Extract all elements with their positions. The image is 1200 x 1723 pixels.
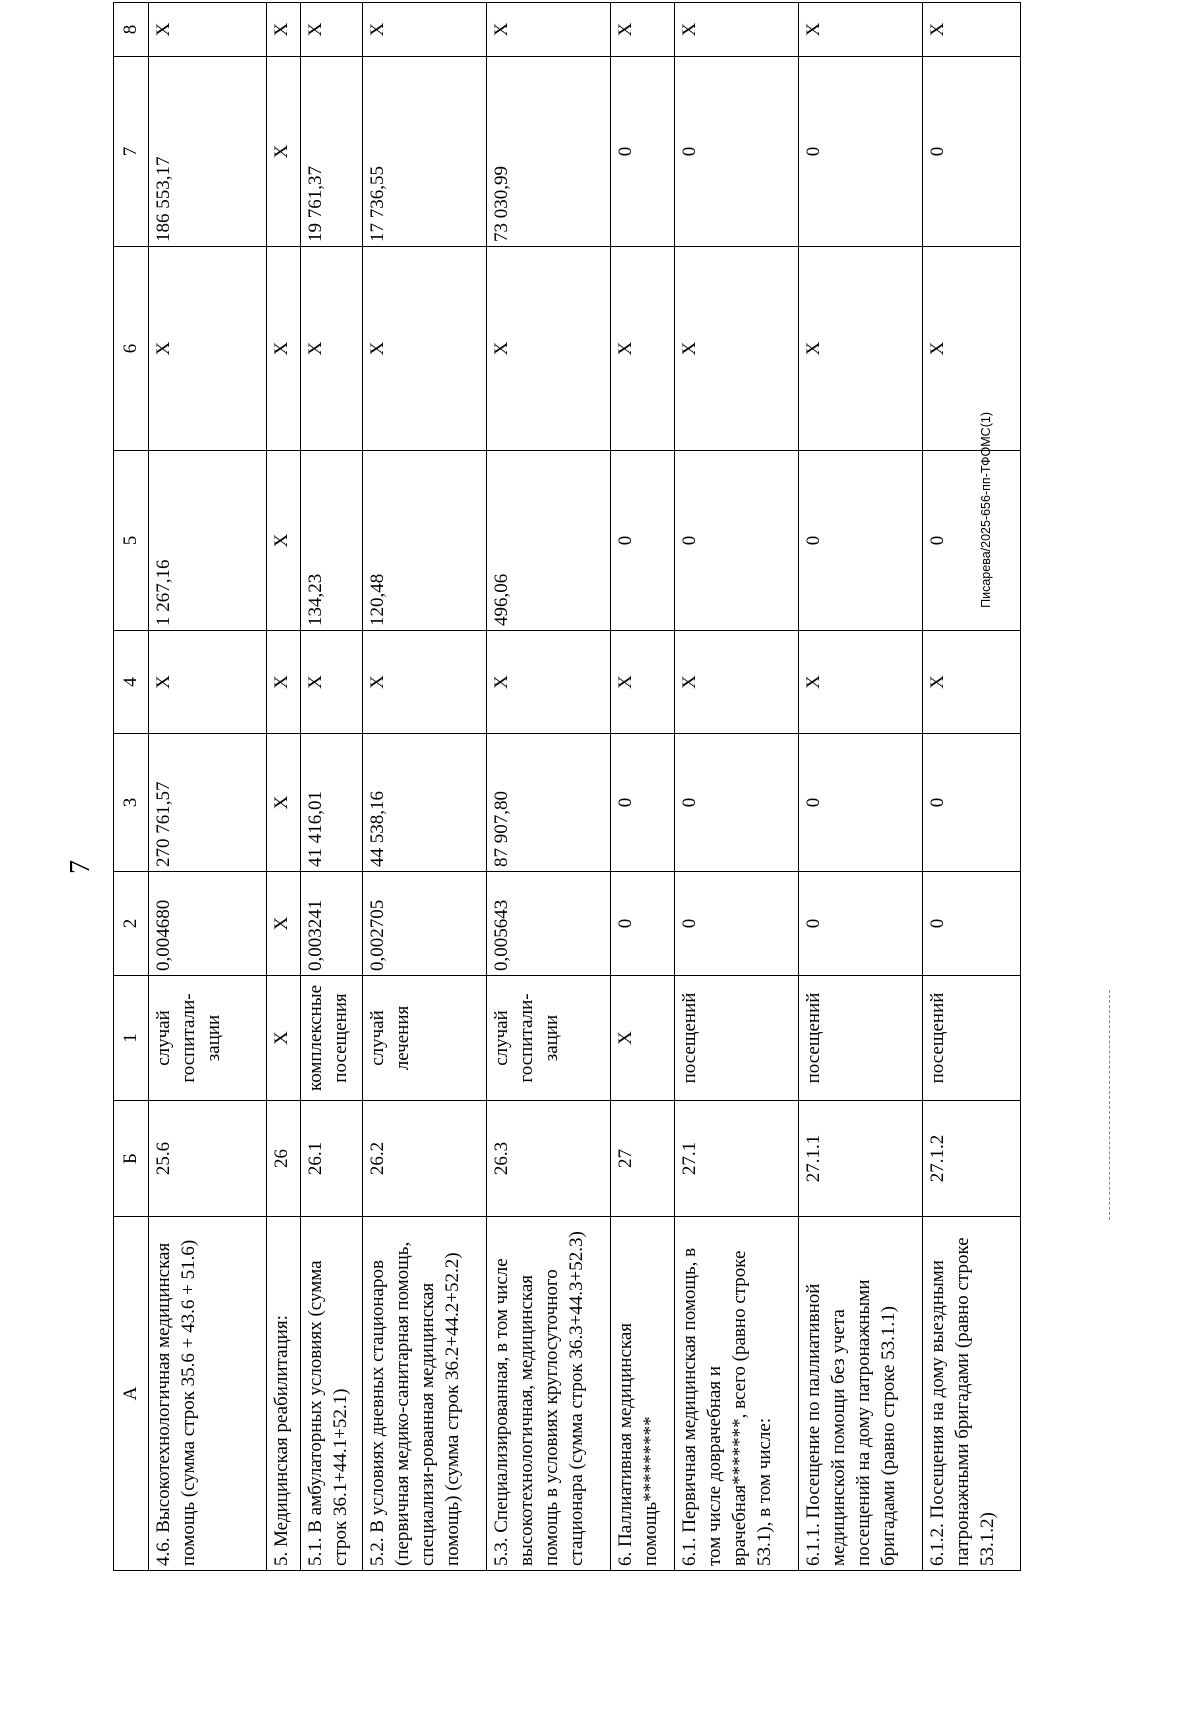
- table-row: [363, 3, 487, 1571]
- table-cell: 0: [923, 57, 1021, 247]
- row-label-cell: 5.3. Специализированная, в том числе высокотехнологичная, медицинская помощь в условиях круглосуточного стационара (сумма строк 36.3+44.3+52.3): [487, 1217, 611, 1571]
- table-cell: 27.1: [675, 1101, 799, 1217]
- row-label-cell: 5.2. В условиях дневных стационаров (первичная медико-санитарная помощь, специализи-рованная медицинская помощь) (сумма строк 36.2+44.2+52.2): [363, 1217, 487, 1571]
- table-row: [799, 3, 923, 1571]
- table-cell: 0: [611, 872, 675, 976]
- table-cell: 0: [611, 734, 675, 872]
- table-cell: 17 736,55: [363, 57, 487, 247]
- header-cell: 8: [114, 3, 149, 57]
- table-cell: 26.1: [301, 1101, 363, 1217]
- table-cell: 0: [923, 872, 1021, 976]
- table-cell: 120,48: [363, 451, 487, 631]
- table-cell: 270 761,57: [149, 734, 267, 872]
- table-cell: X: [487, 247, 611, 451]
- table-cell: X: [149, 247, 267, 451]
- table-cell: X: [611, 3, 675, 57]
- table-cell: X: [675, 3, 799, 57]
- table-row: [675, 3, 799, 1571]
- row-label-cell: 6.1.1. Посещение по паллиативной медицинской помощи без учета посещений на дому патронажными бригадами (равно строке 53.1.1): [799, 1217, 923, 1571]
- row-label-cell: 4.6. Высокотехнологичная медицинская помощь (сумма строк 35.6 + 43.6 + 51.6): [149, 1217, 267, 1571]
- table-cell: X: [611, 631, 675, 734]
- table-cell: X: [675, 247, 799, 451]
- table-cell: X: [149, 631, 267, 734]
- table-cell: 0,002705: [363, 872, 487, 976]
- table-cell: 0: [675, 451, 799, 631]
- table-cell: X: [267, 57, 301, 247]
- table-cell: 0: [611, 451, 675, 631]
- table-cell: X: [267, 976, 301, 1101]
- table-cell: 19 761,37: [301, 57, 363, 247]
- table-cell: 0: [799, 451, 923, 631]
- row-label-cell: 5. Медицинская реабилитация:: [267, 1217, 301, 1571]
- table-cell: X: [487, 3, 611, 57]
- table-cell: 186 553,17: [149, 57, 267, 247]
- table-cell: X: [149, 3, 267, 57]
- header-cell: 3: [114, 734, 149, 872]
- page-number: 7: [65, 860, 96, 874]
- table-cell: 26.3: [487, 1101, 611, 1217]
- header-cell: 5: [114, 451, 149, 631]
- header-cell: 1: [114, 976, 149, 1101]
- header-row: [114, 3, 149, 1571]
- table-cell: X: [799, 631, 923, 734]
- table-cell: X: [267, 3, 301, 57]
- table-cell: 26.2: [363, 1101, 487, 1217]
- table-cell: X: [799, 3, 923, 57]
- table-cell: 0: [675, 872, 799, 976]
- table-cell: комплексные посещения: [301, 976, 363, 1101]
- header-cell: А: [114, 1217, 149, 1571]
- header-cell: 6: [114, 247, 149, 451]
- table-cell: X: [267, 247, 301, 451]
- table-cell: 26: [267, 1101, 301, 1217]
- table-cell: X: [923, 631, 1021, 734]
- table-cell: X: [301, 247, 363, 451]
- table-cell: 0: [799, 872, 923, 976]
- table-cell: 27: [611, 1101, 675, 1217]
- table-cell: 73 030,99: [487, 57, 611, 247]
- table-cell: 0: [675, 734, 799, 872]
- table-cell: 27.1.1: [799, 1101, 923, 1217]
- data-table: [113, 2, 1021, 1571]
- table-cell: X: [611, 247, 675, 451]
- table-cell: X: [267, 872, 301, 976]
- footer-document-id: Писарева/2025-656-пп-ТФОМС(1): [979, 412, 993, 608]
- table-cell: случай госпитали-зации: [149, 976, 267, 1101]
- table-cell: 134,23: [301, 451, 363, 631]
- table-cell: случай госпитали-зации: [487, 976, 611, 1101]
- table-cell: 0: [923, 734, 1021, 872]
- table-cell: 0: [675, 57, 799, 247]
- header-cell: 2: [114, 872, 149, 976]
- footer-divider: [1109, 990, 1111, 1220]
- header-cell: 7: [114, 57, 149, 247]
- table-cell: X: [675, 631, 799, 734]
- table-cell: 44 538,16: [363, 734, 487, 872]
- table-cell: посещений: [675, 976, 799, 1101]
- row-label-cell: 6.1.2. Посещения на дому выездными патронажными бригадами (равно строке 53.1.2): [923, 1217, 1021, 1571]
- table-row: [267, 3, 301, 1571]
- table-cell: X: [301, 3, 363, 57]
- table-cell: X: [363, 247, 487, 451]
- table-cell: X: [301, 631, 363, 734]
- table-row: [611, 3, 675, 1571]
- table-cell: посещений: [799, 976, 923, 1101]
- table-row: [487, 3, 611, 1571]
- table-cell: 27.1.2: [923, 1101, 1021, 1217]
- table-cell: 0: [611, 57, 675, 247]
- table-cell: X: [923, 247, 1021, 451]
- table-cell: X: [363, 3, 487, 57]
- table-cell: 0: [923, 451, 1021, 631]
- row-label-cell: 6.1. Первичная медицинская помощь, в том числе доврачебная и врачебная*******, всего (равно строке 53.1), в том числе:: [675, 1217, 799, 1571]
- table-cell: X: [363, 631, 487, 734]
- table-cell: X: [799, 247, 923, 451]
- table-cell: 1 267,16: [149, 451, 267, 631]
- table-cell: X: [487, 631, 611, 734]
- table-cell: X: [267, 631, 301, 734]
- table-cell: 496,06: [487, 451, 611, 631]
- table-cell: 0: [799, 57, 923, 247]
- row-label-cell: 6. Паллиативная медицинская помощь*********: [611, 1217, 675, 1571]
- table-cell: X: [267, 451, 301, 631]
- row-label-cell: 5.1. В амбулаторных условиях (сумма строк 36.1+44.1+52.1): [301, 1217, 363, 1571]
- table-cell: 0,005643: [487, 872, 611, 976]
- table-cell: 87 907,80: [487, 734, 611, 872]
- table-cell: 0,003241: [301, 872, 363, 976]
- table-cell: X: [611, 976, 675, 1101]
- table-row: [923, 3, 1021, 1571]
- table-cell: 41 416,01: [301, 734, 363, 872]
- header-cell: 4: [114, 631, 149, 734]
- table-cell: 0,004680: [149, 872, 267, 976]
- table-cell: X: [267, 734, 301, 872]
- table-cell: случай лечения: [363, 976, 487, 1101]
- table-cell: 0: [799, 734, 923, 872]
- table-cell: X: [923, 3, 1021, 57]
- table-cell: 25.6: [149, 1101, 267, 1217]
- table-cell: посещений: [923, 976, 1021, 1101]
- table-row: [301, 3, 363, 1571]
- table-row: [149, 3, 267, 1571]
- header-cell: Б: [114, 1101, 149, 1217]
